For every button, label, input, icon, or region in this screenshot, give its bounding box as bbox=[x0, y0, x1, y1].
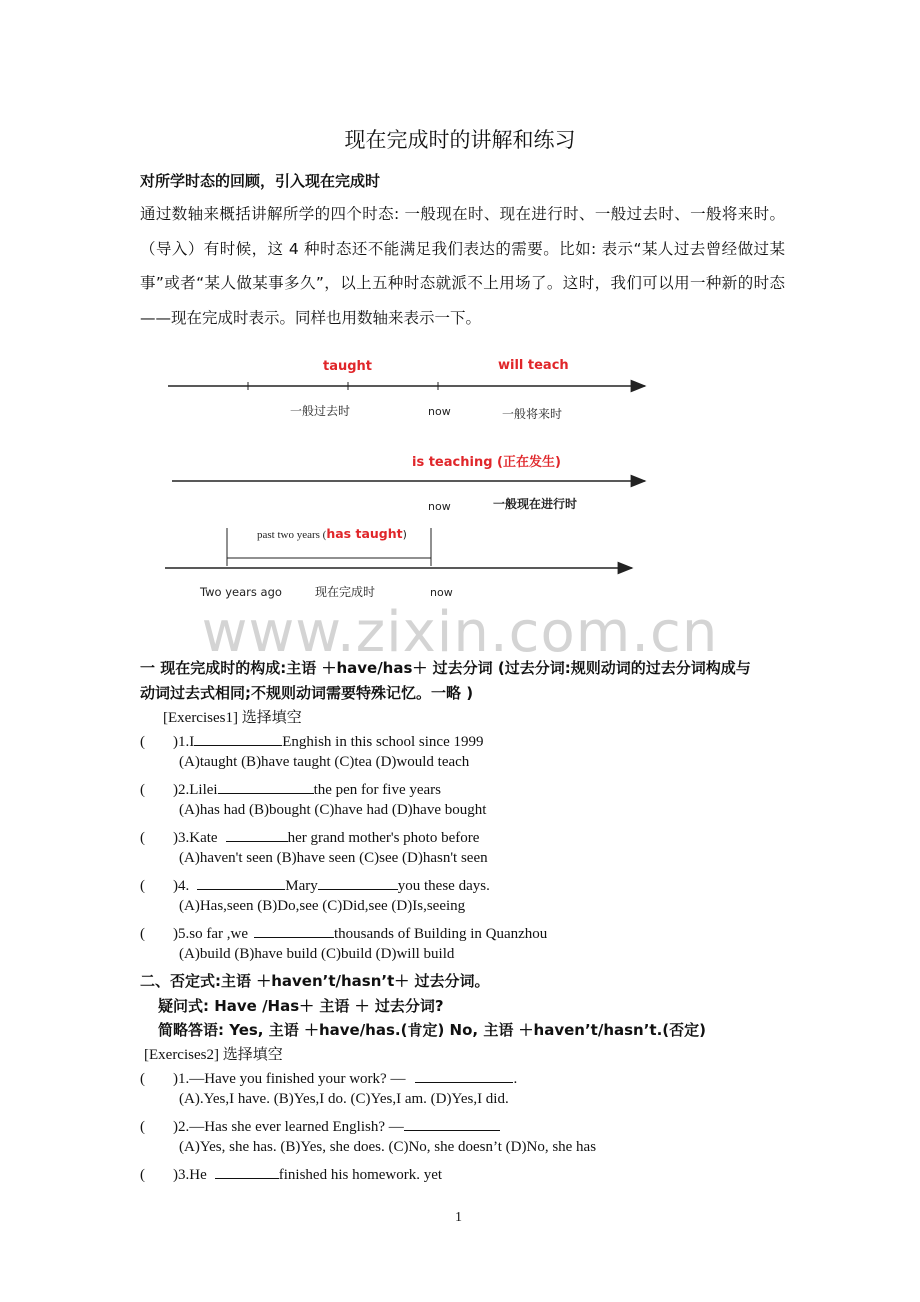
section1-heading-2: 动词过去式相同;不规则动词需要特殊记忆。一略 ) bbox=[140, 684, 474, 702]
options-4: (A)Has,seen (B)Do,see (C)Did,see (D)Is,seeing bbox=[179, 898, 466, 914]
label-simple-future: 一般将来时 bbox=[502, 407, 563, 421]
label-two-years-ago: Two years ago bbox=[200, 585, 282, 599]
label-present-perfect: 现在完成时 bbox=[315, 585, 376, 599]
label-now-1: now bbox=[428, 405, 451, 418]
question-form: 疑问式: Have /Has＋ 主语 ＋ 过去分词? bbox=[158, 997, 444, 1015]
options-2: (A)has had (B)bought (C)have had (D)have bought bbox=[179, 802, 487, 818]
short-answers: 简略答语: Yes, 主语 ＋have/has.(肯定) No, 主语 ＋haven’t/hasn’t.(否定) bbox=[158, 1021, 707, 1039]
answer-blank[interactable] bbox=[318, 874, 398, 890]
label-taught: taught bbox=[323, 359, 373, 374]
label-will-teach: will teach bbox=[498, 358, 569, 373]
page-title: 现在完成时的讲解和练习 bbox=[344, 128, 576, 152]
options-3: (A)haven't seen (B)have seen (C)see (D)hasn't seen bbox=[179, 850, 488, 866]
options-1: (A)taught (B)have taught (C)tea (D)would teach bbox=[179, 754, 470, 770]
question-5: ( )5.so far ,we thousands of Building in Quanzhou bbox=[140, 922, 547, 943]
label-now-3: now bbox=[430, 586, 453, 599]
answer-blank[interactable] bbox=[218, 778, 314, 794]
timeline-diagram bbox=[140, 340, 670, 610]
ex2-question-3: ( )3.He finished his homework. yet bbox=[140, 1163, 442, 1184]
answer-blank[interactable] bbox=[194, 730, 282, 746]
answer-blank[interactable] bbox=[226, 826, 288, 842]
label-progressive: 一般现在进行时 bbox=[493, 497, 578, 511]
page-number: 1 bbox=[455, 1210, 462, 1225]
answer-blank[interactable] bbox=[415, 1067, 513, 1083]
answer-blank[interactable] bbox=[197, 874, 285, 890]
ex2-options-1: (A).Yes,I have. (B)Yes,I do. (C)Yes,I am. (D)Yes,I did. bbox=[179, 1091, 509, 1107]
label-simple-past: 一般过去时 bbox=[290, 404, 351, 418]
negative-form: 二、否定式:主语 ＋haven’t/hasn’t＋ 过去分词。 bbox=[140, 972, 490, 990]
ex2-question-1: ( )1.—Have you finished your work? — . bbox=[140, 1067, 517, 1088]
exercises2-label: [Exercises2] 选择填空 bbox=[144, 1047, 283, 1063]
question-3: ( )3.Kate her grand mother's photo before bbox=[140, 826, 479, 847]
ex2-question-2: ( )2.—Has she ever learned English? — bbox=[140, 1115, 500, 1136]
intro-paragraph: 通过数轴来概括讲解所学的四个时态: 一般现在时、现在进行时、一般过去时、一般将来时。（导入）有时候，这 4 种时态还不能满足我们表达的需要。比如: 表示“某人过去曾经做过某事”或者“某人做某事多久”，以上五种时态就派不上用场了。这时，我们可以用一种新的时态——现在完成时表示。同样也用数轴来表示一下。 bbox=[140, 205, 785, 327]
options-5: (A)build (B)have build (C)build (D)will build bbox=[179, 946, 455, 962]
label-past-two-years: past two years (has taught) bbox=[257, 526, 407, 541]
answer-blank[interactable] bbox=[404, 1115, 500, 1131]
label-is-teaching: is teaching (正在发生) bbox=[412, 455, 561, 470]
section1-heading-1: 一 现在完成时的构成:主语 ＋have/has＋ 过去分词 (过去分词:规则动词的过去分词构成与 bbox=[140, 659, 751, 677]
ex2-options-2: (A)Yes, she has. (B)Yes, she does. (C)No, she doesn’t (D)No, she has bbox=[179, 1139, 597, 1155]
question-1: ( )1.I Enghish in this school since 1999 bbox=[140, 730, 484, 751]
watermark: www.zixin.com.cn bbox=[201, 600, 719, 665]
question-4: ( )4. Mary you these days. bbox=[140, 874, 490, 895]
answer-blank[interactable] bbox=[254, 922, 334, 938]
label-now-2: now bbox=[428, 500, 451, 513]
question-2: ( )2.Lilei the pen for five years bbox=[140, 778, 441, 799]
exercises1-label: [Exercises1] 选择填空 bbox=[163, 710, 302, 726]
answer-blank[interactable] bbox=[215, 1163, 279, 1179]
intro-heading: 对所学时态的回顾，引入现在完成时 bbox=[140, 172, 381, 190]
